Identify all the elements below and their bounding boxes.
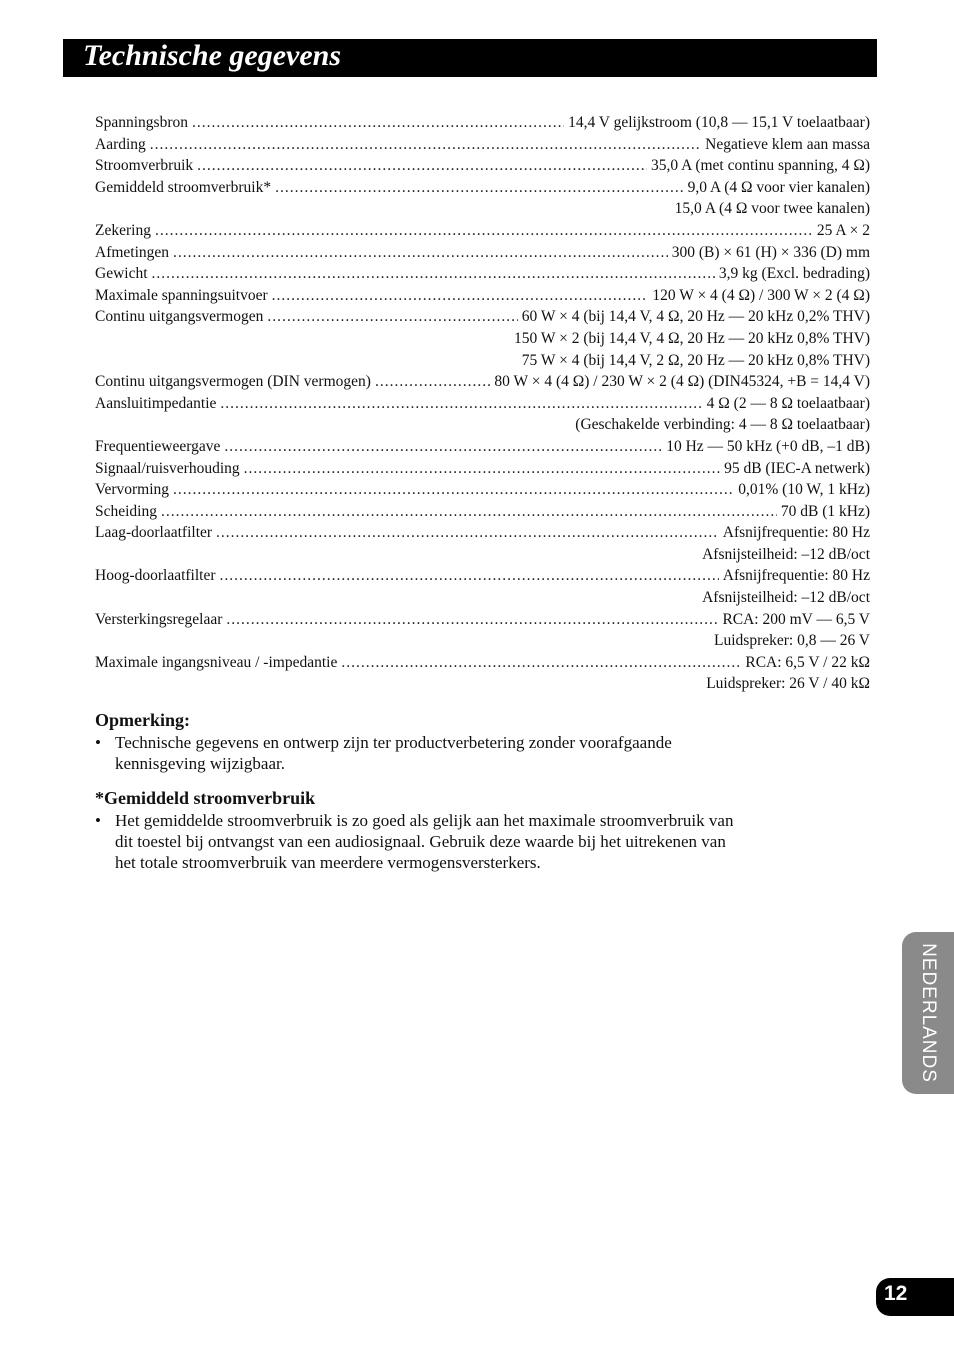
spec-label: Signaal/ruisverhouding xyxy=(95,459,240,477)
spec-value: Afsnijfrequentie: 80 Hz xyxy=(722,567,870,585)
bullet-icon: • xyxy=(95,811,101,830)
note-item xyxy=(95,810,735,873)
spec-value: Negatieve klem aan massa xyxy=(705,135,870,153)
spec-value: RCA: 6,5 V / 22 kΩ xyxy=(745,653,870,671)
dot-leader xyxy=(173,242,668,264)
dot-leader xyxy=(197,155,647,177)
spec-label: Frequentieweergave xyxy=(95,437,221,455)
spec-value: 150 W × 2 (bij 14,4 V, 4 Ω, 20 Hz — 20 kHz 0,8% THV) xyxy=(514,329,870,347)
spec-value: Afsnijfrequentie: 80 Hz xyxy=(722,524,870,542)
dot-leader xyxy=(220,393,702,415)
spec-label: Maximale ingangsniveau / -impedantie xyxy=(95,653,338,671)
dot-leader xyxy=(244,458,720,480)
spec-label: Vervorming xyxy=(95,481,170,499)
notes-section xyxy=(95,708,735,885)
spec-value: 3,9 kg (Excl. bedrading) xyxy=(718,265,870,283)
spec-value: Luidspreker: 0,8 — 26 V xyxy=(714,632,870,650)
dot-leader xyxy=(161,501,777,523)
spec-label: Zekering xyxy=(95,221,151,239)
dot-leader xyxy=(272,285,649,307)
dot-leader xyxy=(216,522,719,544)
spec-row xyxy=(95,371,870,393)
dot-leader xyxy=(224,436,662,458)
spec-row xyxy=(95,393,870,415)
language-tab xyxy=(902,932,954,1094)
spec-label: Laag-doorlaatfilter xyxy=(95,524,213,542)
spec-value: 80 W × 4 (4 Ω) / 230 W × 2 (4 Ω) (DIN45324, +B = 14,4 V) xyxy=(494,373,870,391)
spec-row xyxy=(95,263,870,285)
spec-label: Spanningsbron xyxy=(95,114,188,131)
spec-value: 75 W × 4 (bij 14,4 V, 2 Ω, 20 Hz — 20 kHz 0,8% THV) xyxy=(521,351,870,369)
spec-row-continuation xyxy=(95,198,870,220)
spec-label: Gemiddeld stroomverbruik* xyxy=(95,178,272,196)
spec-value: 14,4 V gelijkstroom (10,8 — 15,1 V toelaatbaar) xyxy=(568,114,870,131)
spec-row xyxy=(95,134,870,156)
spec-row xyxy=(95,306,870,328)
spec-label: Scheiding xyxy=(95,502,157,520)
spec-row xyxy=(95,458,870,480)
dot-leader xyxy=(192,112,564,134)
spec-value: Afsnijsteilheid: –12 dB/oct xyxy=(702,589,870,607)
spec-row xyxy=(95,155,870,177)
spec-row-continuation xyxy=(95,414,870,436)
page-number: 12 xyxy=(884,1282,908,1305)
spec-row-continuation xyxy=(95,328,870,350)
spec-value: 60 W × 4 (bij 14,4 V, 4 Ω, 20 Hz — 20 kHz 0,2% THV) xyxy=(521,308,870,326)
spec-row xyxy=(95,522,870,544)
spec-value: 95 dB (IEC-A netwerk) xyxy=(724,459,870,477)
spec-label: Maximale spanningsuitvoer xyxy=(95,286,268,304)
dot-leader xyxy=(275,177,684,199)
spec-row xyxy=(95,479,870,501)
spec-row xyxy=(95,220,870,242)
language-tab-label: NEDERLANDS xyxy=(918,943,939,1083)
note-text: Technische gegevens en ontwerp zijn ter productverbetering zonder voorafgaande kennisgeving wijzigbaar. xyxy=(115,733,672,773)
spec-value: Luidspreker: 26 V / 40 kΩ xyxy=(706,675,870,693)
bullet-icon: • xyxy=(95,733,101,752)
spec-row xyxy=(95,285,870,307)
spec-value: (Geschakelde verbinding: 4 — 8 Ω toelaatbaar) xyxy=(575,416,870,434)
page-number-badge xyxy=(876,1278,954,1316)
spec-row xyxy=(95,177,870,199)
spec-row-continuation xyxy=(95,544,870,566)
spec-label: Aansluitimpedantie xyxy=(95,394,217,412)
spec-value: 15,0 A (4 Ω voor twee kanalen) xyxy=(674,200,870,218)
dot-leader xyxy=(155,220,813,242)
dot-leader xyxy=(226,609,718,631)
spec-label: Stroomverbruik xyxy=(95,157,194,175)
dot-leader xyxy=(173,479,734,501)
dot-leader xyxy=(152,263,715,285)
dot-leader xyxy=(341,652,741,674)
spec-label: Versterkingsregelaar xyxy=(95,610,223,628)
spec-row-continuation xyxy=(95,673,870,695)
spec-label: Gewicht xyxy=(95,265,148,283)
spec-row xyxy=(95,652,870,674)
spec-value: Afsnijsteilheid: –12 dB/oct xyxy=(702,545,870,563)
spec-label: Continu uitgangsvermogen (DIN vermogen) xyxy=(95,373,371,391)
spec-value: 35,0 A (met continu spanning, 4 Ω) xyxy=(650,157,870,175)
dot-leader xyxy=(267,306,517,328)
note-text: Het gemiddelde stroomverbruik is zo goed als gelijk aan het maximale stroomverbruik van dit toestel bij ontvangst van een audiosignaal. Gebruik deze waarde bij het uitrekenen van het totale stroomverbruik van meerdere vermogensversterkers. xyxy=(115,811,734,872)
spec-list xyxy=(95,112,870,695)
spec-value: 4 Ω (2 — 8 Ω toelaatbaar) xyxy=(706,394,870,412)
spec-value: RCA: 200 mV — 6,5 V xyxy=(722,610,870,628)
spec-label: Afmetingen xyxy=(95,243,170,261)
spec-row xyxy=(95,501,870,523)
spec-label: Continu uitgangsvermogen xyxy=(95,308,264,326)
spec-value: 70 dB (1 kHz) xyxy=(780,502,870,520)
title-bar xyxy=(63,39,877,77)
spec-row xyxy=(95,436,870,458)
spec-row-continuation xyxy=(95,350,870,372)
spec-row xyxy=(95,112,870,134)
spec-label: Aarding xyxy=(95,135,146,153)
spec-value: 120 W × 4 (4 Ω) / 300 W × 2 (4 Ω) xyxy=(652,286,870,304)
dot-leader xyxy=(220,565,719,587)
note-item xyxy=(95,732,735,774)
spec-row xyxy=(95,565,870,587)
spec-value: 0,01% (10 W, 1 kHz) xyxy=(738,481,870,499)
spec-value: 10 Hz — 50 kHz (+0 dB, –1 dB) xyxy=(666,437,870,455)
spec-value: 25 A × 2 xyxy=(816,221,870,239)
spec-value: 300 (B) × 61 (H) × 336 (D) mm xyxy=(671,243,870,261)
spec-row xyxy=(95,609,870,631)
page-title: Technische gegevens xyxy=(83,39,342,72)
spec-label: Hoog-doorlaatfilter xyxy=(95,567,216,585)
dot-leader xyxy=(150,134,701,156)
dot-leader xyxy=(375,371,490,393)
spec-value: 9,0 A (4 Ω voor vier kanalen) xyxy=(687,178,870,196)
spec-row-continuation xyxy=(95,587,870,609)
spec-row xyxy=(95,242,870,264)
spec-row-continuation xyxy=(95,630,870,652)
note-heading: Opmerking: xyxy=(95,710,191,730)
note-heading: *Gemiddeld stroomverbruik xyxy=(95,788,316,808)
